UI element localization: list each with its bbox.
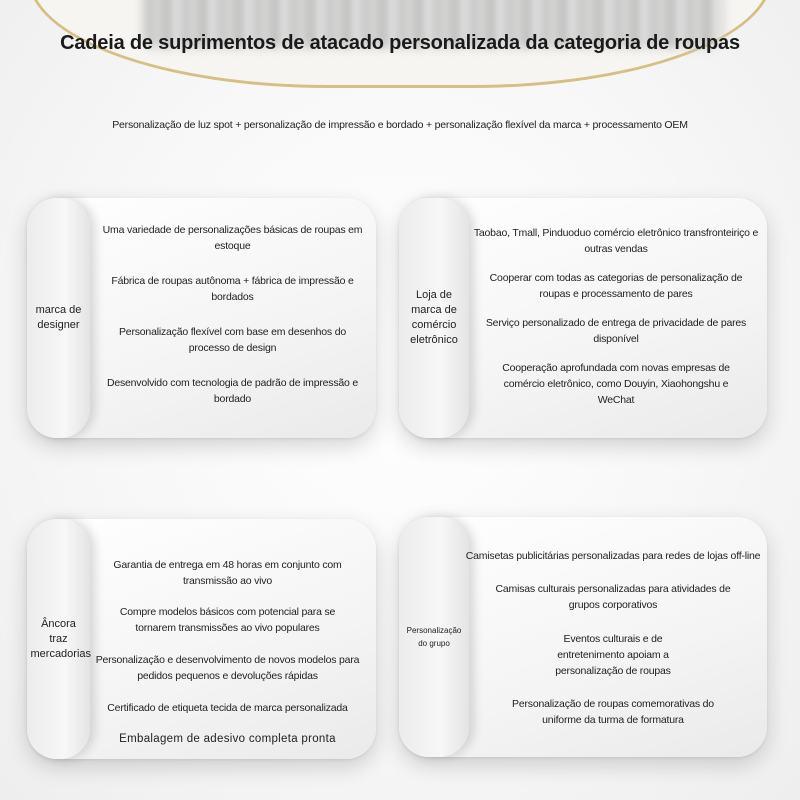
card-label	[399, 517, 469, 757]
list-item: Camisetas publicitárias personalizadas para redes de lojas off-line	[465, 549, 761, 562]
list-item: Certificado de etiqueta tecida de marca personalizada	[107, 701, 348, 714]
card-items	[85, 519, 370, 759]
page-subtitle: Personalização de luz spot + personalização de impressão e bordado + personalização flexível da marca + processamento OEM	[112, 119, 688, 131]
list-item: Camisas culturais personalizadas para atividades de grupos corporativos	[495, 583, 731, 612]
list-item: Personalização de roupas comemorativas do uniforme da turma de formatura	[512, 698, 714, 727]
list-item: Garantia de entrega em 48 horas em conjunto com transmissão ao vivo	[113, 558, 342, 587]
card-anchor-goods	[27, 519, 376, 759]
list-item: Serviço personalizado de entrega de privacidade de pares disponível	[485, 316, 747, 345]
card-label	[27, 519, 90, 759]
list-item: Embalagem de adesivo completa pronta	[119, 733, 336, 746]
list-item: Eventos culturais e de entretenimento apoiam a personalização de roupas	[555, 632, 671, 677]
list-item: Cooperar com todas as categorias de personalização de roupas e processamento de pares	[489, 271, 743, 300]
card-group-customization	[399, 517, 767, 757]
list-item: Cooperação aprofundada com novas empresas de comércio eletrônico, como Douyin, Xiaohongshu e WeChat	[502, 361, 730, 406]
list-item: Personalização e desenvolvimento de novos modelos para pedidos pequenos e devoluções rápidas	[95, 653, 360, 682]
card-designer-brand	[27, 198, 376, 438]
card-label	[399, 198, 469, 438]
card-items	[465, 517, 761, 757]
card-items	[471, 198, 761, 438]
list-item: Personalização flexível com base em desenhos do processo de design	[119, 325, 346, 354]
list-item: Fábrica de roupas autônoma + fábrica de impressão e bordados	[111, 274, 354, 303]
page-title: Cadeia de suprimentos de atacado personalizada da categoria de roupas	[60, 32, 740, 54]
list-item: Compre modelos básicos com potencial para se tornarem transmissões ao vivo populares	[119, 606, 336, 635]
list-item: Taobao, Tmall, Pinduoduo comércio eletrônico transfronteiriço e outras vendas	[473, 226, 759, 255]
card-ecommerce-store	[399, 198, 767, 438]
card-label-text: Loja de marca de comércio eletrônico	[410, 289, 458, 346]
card-label	[27, 198, 90, 438]
card-label-text: Personalização do grupo	[406, 626, 462, 648]
card-label-text: Âncora traz mercadorias	[30, 617, 92, 660]
list-item: Desenvolvido com tecnologia de padrão de impressão e bordado	[106, 376, 359, 405]
list-item: Uma variedade de personalizações básicas de roupas em estoque	[102, 223, 363, 252]
card-label-text: marca de designer	[35, 304, 82, 331]
card-items	[95, 198, 370, 438]
